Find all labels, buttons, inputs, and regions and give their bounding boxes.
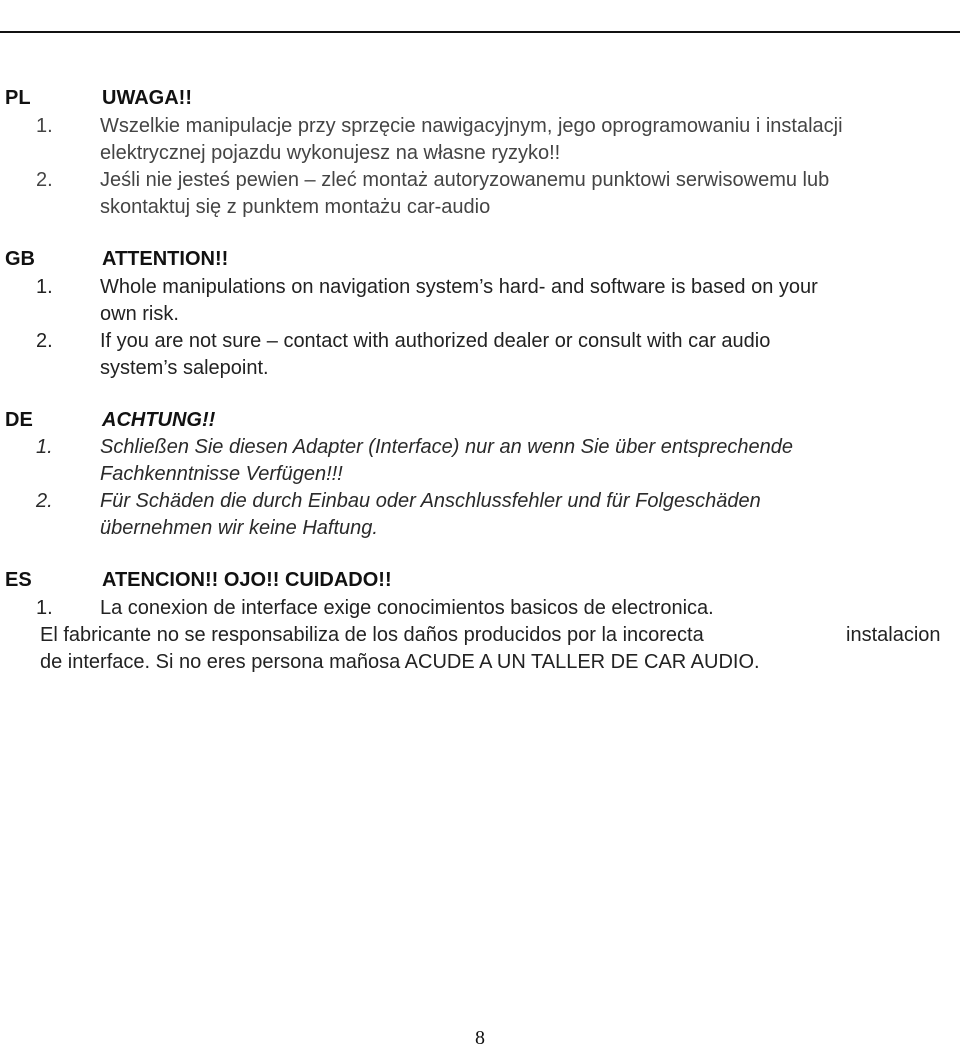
item-text-line: system’s salepoint. (100, 357, 269, 379)
item-text-line: own risk. (100, 303, 179, 325)
item-text-line: La conexion de interface exige conocimientos basicos de electronica. (100, 597, 714, 619)
language-code-pl: PL (5, 87, 31, 109)
item-text-line: Schließen Sie diesen Adapter (Interface) nur an wenn Sie über entsprechende (100, 436, 794, 458)
item-text-line: elektrycznej pojazdu wykonujesz na własne ryzyko!! (100, 142, 561, 164)
paragraph-line: El fabricante no se responsabiliza de los daños producidos por la incorecta (40, 624, 704, 646)
item-number: 2. (36, 330, 53, 352)
item-number: 1. (36, 436, 53, 458)
item-number: 2. (36, 490, 53, 512)
top-rule (0, 31, 960, 33)
item-text-line: Wszelkie manipulacje przy sprzęcie nawigacyjnym, jego oprogramowaniu i instalacji (100, 115, 843, 137)
item-text-line: Für Schäden die durch Einbau oder Anschlussfehler und für Folgeschäden (100, 490, 761, 512)
warning-heading-de: ACHTUNG!! (102, 409, 216, 431)
language-code-gb: GB (5, 248, 35, 270)
item-number: 1. (36, 597, 53, 619)
warning-heading-pl: UWAGA!! (102, 87, 192, 109)
warning-heading-es: ATENCION!! OJO!! CUIDADO!! (102, 569, 392, 591)
item-text-line: Jeśli nie jesteś pewien – zleć montaż autoryzowanemu punktowi serwisowemu lub (100, 169, 830, 191)
item-number: 1. (36, 276, 53, 298)
warning-heading-gb: ATTENTION!! (102, 248, 229, 270)
item-text-line: Whole manipulations on navigation system’s hard- and software is based on your (100, 276, 818, 298)
language-code-de: DE (5, 409, 33, 431)
page-number: 8 (475, 1027, 485, 1049)
paragraph-line: de interface. Si no eres persona mañosa ACUDE A UN TALLER DE CAR AUDIO. (40, 651, 760, 673)
paragraph-line: instalacion (846, 624, 941, 646)
item-text-line: skontaktuj się z punktem montażu car-audio (100, 196, 491, 218)
item-number: 2. (36, 169, 53, 191)
item-text-line: If you are not sure – contact with authorized dealer or consult with car audio (100, 330, 771, 352)
language-code-es: ES (5, 569, 32, 591)
item-text-line: übernehmen wir keine Haftung. (100, 517, 378, 539)
item-number: 1. (36, 115, 53, 137)
item-text-line: Fachkenntnisse Verfügen!!! (100, 463, 343, 485)
